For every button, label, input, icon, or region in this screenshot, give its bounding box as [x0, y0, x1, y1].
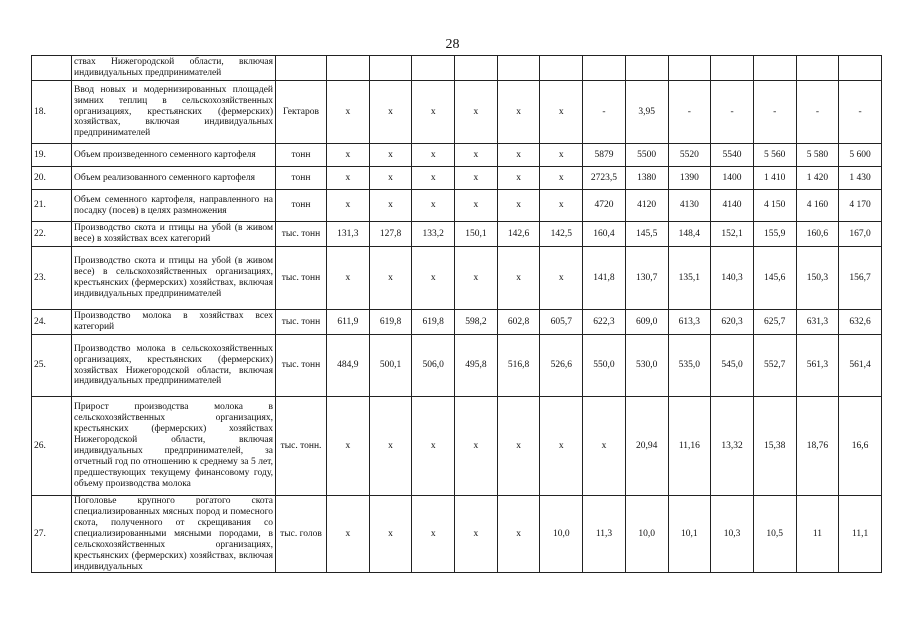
- value-cell: х: [369, 144, 412, 167]
- row-number: 27.: [32, 496, 72, 573]
- row-number: 23.: [32, 247, 72, 310]
- value-cell: х: [497, 167, 540, 190]
- row-number: 24.: [32, 310, 72, 335]
- value-cell: 142,6: [497, 222, 540, 247]
- value-cell: 622,3: [583, 310, 626, 335]
- value-cell: х: [412, 167, 455, 190]
- value-cell: х: [327, 247, 370, 310]
- value-cell: 495,8: [455, 335, 498, 397]
- indicator-description: Прирост производства молока в сельскохозяйственных организациях, крестьянских (фермерских) хозяйствах Нижегородской области, включая индивидуальных предпринимателей, за отчетный год по отношению к среднему за 5 лет, предшествующих текущему финансовому году, объему производства молока: [72, 397, 276, 496]
- value-cell: х: [455, 144, 498, 167]
- value-cell: 602,8: [497, 310, 540, 335]
- unit-cell: тонн: [276, 144, 327, 167]
- value-cell: 605,7: [540, 310, 583, 335]
- value-cell: 141,8: [583, 247, 626, 310]
- value-cell: [839, 56, 882, 81]
- value-cell: 530,0: [625, 335, 668, 397]
- table-row: [32, 190, 882, 222]
- value-cell: 1400: [711, 167, 754, 190]
- row-number: 21.: [32, 190, 72, 222]
- value-cell: 130,7: [625, 247, 668, 310]
- value-cell: х: [583, 397, 626, 496]
- value-cell: 484,9: [327, 335, 370, 397]
- value-cell: 145,5: [625, 222, 668, 247]
- value-cell: х: [497, 190, 540, 222]
- indicator-description: Производство молока в сельскохозяйственных организациях, крестьянских (фермерских) хозяйствах Нижегородской области, включая индивидуальных предпринимателей: [72, 335, 276, 397]
- table-row: [32, 56, 882, 81]
- table-row: [32, 144, 882, 167]
- value-cell: 11: [796, 496, 839, 573]
- value-cell: х: [540, 190, 583, 222]
- value-cell: 619,8: [369, 310, 412, 335]
- value-cell: 4 170: [839, 190, 882, 222]
- value-cell: 5540: [711, 144, 754, 167]
- value-cell: 160,4: [583, 222, 626, 247]
- value-cell: 5 580: [796, 144, 839, 167]
- value-cell: 10,0: [625, 496, 668, 573]
- value-cell: 140,3: [711, 247, 754, 310]
- value-cell: 2723,5: [583, 167, 626, 190]
- row-number: [32, 56, 72, 81]
- row-number: 25.: [32, 335, 72, 397]
- value-cell: 5879: [583, 144, 626, 167]
- indicator-description: Производство скота и птицы на убой (в живом весе) в хозяйствах всех категорий: [72, 222, 276, 247]
- value-cell: 156,7: [839, 247, 882, 310]
- value-cell: 4130: [668, 190, 711, 222]
- value-cell: 10,1: [668, 496, 711, 573]
- indicator-description: Объем произведенного семенного картофеля: [72, 144, 276, 167]
- value-cell: 150,3: [796, 247, 839, 310]
- value-cell: х: [412, 190, 455, 222]
- value-cell: 10,0: [540, 496, 583, 573]
- value-cell: 11,1: [839, 496, 882, 573]
- value-cell: 160,6: [796, 222, 839, 247]
- value-cell: х: [369, 496, 412, 573]
- unit-cell: тыс. голов: [276, 496, 327, 573]
- value-cell: 133,2: [412, 222, 455, 247]
- value-cell: 150,1: [455, 222, 498, 247]
- value-cell: 550,0: [583, 335, 626, 397]
- value-cell: х: [327, 190, 370, 222]
- value-cell: 4 160: [796, 190, 839, 222]
- unit-cell: тыс. тонн: [276, 335, 327, 397]
- value-cell: х: [327, 81, 370, 144]
- value-cell: 127,8: [369, 222, 412, 247]
- table-row: [32, 247, 882, 310]
- indicator-description: Объем семенного картофеля, направленного на посадку (посев) в целях размножения: [72, 190, 276, 222]
- indicator-description: Объем реализованного семенного картофеля: [72, 167, 276, 190]
- value-cell: 167,0: [839, 222, 882, 247]
- value-cell: [668, 56, 711, 81]
- value-cell: [711, 56, 754, 81]
- value-cell: х: [497, 81, 540, 144]
- table-body: [32, 56, 882, 573]
- value-cell: 11,16: [668, 397, 711, 496]
- value-cell: -: [839, 81, 882, 144]
- value-cell: 4120: [625, 190, 668, 222]
- value-cell: х: [497, 247, 540, 310]
- value-cell: 4 150: [753, 190, 796, 222]
- value-cell: 20,94: [625, 397, 668, 496]
- value-cell: 135,1: [668, 247, 711, 310]
- value-cell: 619,8: [412, 310, 455, 335]
- value-cell: х: [455, 496, 498, 573]
- value-cell: 10,3: [711, 496, 754, 573]
- value-cell: 11,3: [583, 496, 626, 573]
- value-cell: х: [455, 81, 498, 144]
- value-cell: х: [540, 397, 583, 496]
- indicator-description: Поголовье крупного рогатого скота специализированных мясных пород и помесного скота, полученного от скрещивания со специализированными мясными породами, в сельскохозяйственных организациях, крестьянских (фермерских) хозяйствах, включая индивидуальных: [72, 496, 276, 573]
- value-cell: 142,5: [540, 222, 583, 247]
- value-cell: 131,3: [327, 222, 370, 247]
- value-cell: [497, 56, 540, 81]
- value-cell: 632,6: [839, 310, 882, 335]
- value-cell: 631,3: [796, 310, 839, 335]
- value-cell: х: [412, 247, 455, 310]
- indicator-description: Производство скота и птицы на убой (в живом весе) в сельскохозяйственных организациях, крестьянских (фермерских) хозяйствах, включая индивидуальных предпринимателей: [72, 247, 276, 310]
- row-number: 18.: [32, 81, 72, 144]
- unit-cell: тыс. тонн.: [276, 397, 327, 496]
- value-cell: 620,3: [711, 310, 754, 335]
- value-cell: 5520: [668, 144, 711, 167]
- value-cell: х: [412, 397, 455, 496]
- value-cell: -: [796, 81, 839, 144]
- value-cell: х: [327, 397, 370, 496]
- value-cell: х: [412, 81, 455, 144]
- value-cell: 552,7: [753, 335, 796, 397]
- value-cell: 500,1: [369, 335, 412, 397]
- value-cell: 526,6: [540, 335, 583, 397]
- value-cell: х: [455, 190, 498, 222]
- value-cell: 1 420: [796, 167, 839, 190]
- value-cell: -: [711, 81, 754, 144]
- value-cell: [796, 56, 839, 81]
- value-cell: 10,5: [753, 496, 796, 573]
- value-cell: 145,6: [753, 247, 796, 310]
- value-cell: 1380: [625, 167, 668, 190]
- value-cell: 613,3: [668, 310, 711, 335]
- value-cell: [455, 56, 498, 81]
- unit-cell: тыс. тонн: [276, 247, 327, 310]
- value-cell: 18,76: [796, 397, 839, 496]
- unit-cell: тонн: [276, 167, 327, 190]
- value-cell: х: [412, 144, 455, 167]
- table-row: [32, 397, 882, 496]
- value-cell: 4720: [583, 190, 626, 222]
- table-row: [32, 222, 882, 247]
- value-cell: [327, 56, 370, 81]
- value-cell: х: [497, 397, 540, 496]
- value-cell: 561,3: [796, 335, 839, 397]
- value-cell: х: [497, 144, 540, 167]
- unit-cell: тыс. тонн: [276, 310, 327, 335]
- value-cell: х: [327, 167, 370, 190]
- value-cell: 148,4: [668, 222, 711, 247]
- value-cell: х: [540, 247, 583, 310]
- value-cell: [412, 56, 455, 81]
- row-number: 20.: [32, 167, 72, 190]
- value-cell: 535,0: [668, 335, 711, 397]
- indicator-description: Ввод новых и модернизированных площадей зимних теплиц в сельскохозяйственных организациях, крестьянских (фермерских) хозяйствах, включая индивидуальных предпринимателей: [72, 81, 276, 144]
- value-cell: 5500: [625, 144, 668, 167]
- table-row: [32, 335, 882, 397]
- value-cell: х: [327, 496, 370, 573]
- page-number: 28: [445, 37, 460, 52]
- value-cell: х: [412, 496, 455, 573]
- value-cell: [583, 56, 626, 81]
- value-cell: -: [753, 81, 796, 144]
- value-cell: 5 560: [753, 144, 796, 167]
- unit-cell: тонн: [276, 190, 327, 222]
- value-cell: 609,0: [625, 310, 668, 335]
- value-cell: х: [540, 167, 583, 190]
- value-cell: 5 600: [839, 144, 882, 167]
- value-cell: -: [668, 81, 711, 144]
- value-cell: 1390: [668, 167, 711, 190]
- value-cell: [540, 56, 583, 81]
- value-cell: х: [369, 81, 412, 144]
- value-cell: 506,0: [412, 335, 455, 397]
- indicator-description: Производство молока в хозяйствах всех категорий: [72, 310, 276, 335]
- value-cell: 152,1: [711, 222, 754, 247]
- value-cell: 15,38: [753, 397, 796, 496]
- value-cell: 155,9: [753, 222, 796, 247]
- value-cell: х: [540, 81, 583, 144]
- row-number: 26.: [32, 397, 72, 496]
- value-cell: 611,9: [327, 310, 370, 335]
- value-cell: 16,6: [839, 397, 882, 496]
- value-cell: х: [455, 247, 498, 310]
- value-cell: -: [583, 81, 626, 144]
- value-cell: х: [327, 144, 370, 167]
- unit-cell: [276, 56, 327, 81]
- value-cell: 545,0: [711, 335, 754, 397]
- value-cell: 3,95: [625, 81, 668, 144]
- value-cell: х: [455, 167, 498, 190]
- value-cell: х: [369, 397, 412, 496]
- row-number: 22.: [32, 222, 72, 247]
- value-cell: 625,7: [753, 310, 796, 335]
- value-cell: [753, 56, 796, 81]
- table-row: [32, 167, 882, 190]
- value-cell: х: [369, 247, 412, 310]
- value-cell: х: [369, 167, 412, 190]
- table-row: [32, 310, 882, 335]
- row-number: 19.: [32, 144, 72, 167]
- value-cell: [369, 56, 412, 81]
- indicator-description: ствах Нижегородской области, включая индивидуальных предпринимателей: [72, 56, 276, 81]
- value-cell: 598,2: [455, 310, 498, 335]
- table-row: [32, 81, 882, 144]
- value-cell: 1 430: [839, 167, 882, 190]
- value-cell: 1 410: [753, 167, 796, 190]
- value-cell: 561,4: [839, 335, 882, 397]
- unit-cell: тыс. тонн: [276, 222, 327, 247]
- value-cell: х: [369, 190, 412, 222]
- unit-cell: Гектаров: [276, 81, 327, 144]
- value-cell: 516,8: [497, 335, 540, 397]
- table-row: [32, 496, 882, 573]
- value-cell: х: [540, 144, 583, 167]
- value-cell: 13,32: [711, 397, 754, 496]
- value-cell: х: [455, 397, 498, 496]
- value-cell: х: [497, 496, 540, 573]
- value-cell: 4140: [711, 190, 754, 222]
- value-cell: [625, 56, 668, 81]
- indicators-table: [31, 55, 882, 573]
